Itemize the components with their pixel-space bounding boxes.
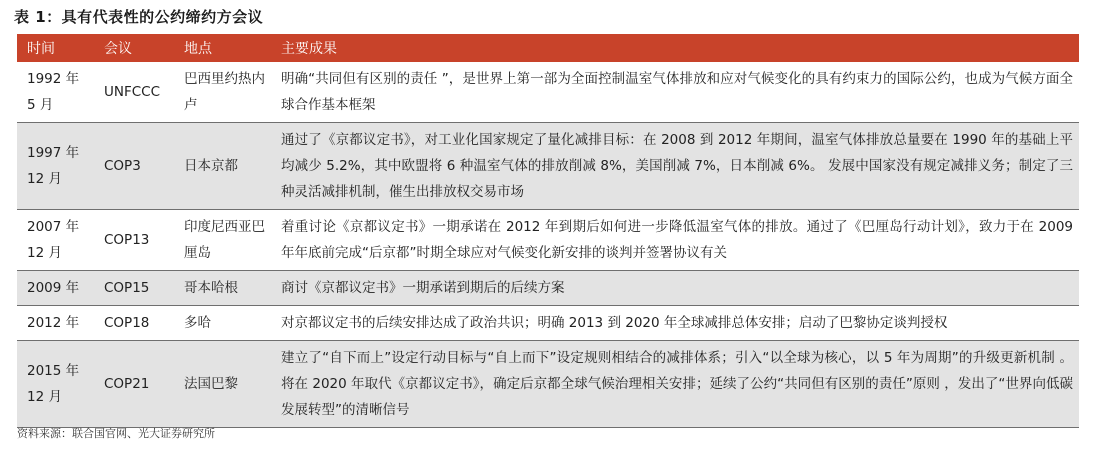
cell-meeting: COP3 [94,123,174,210]
table-row [17,62,1079,123]
cell-achievement: 通过了《京都议定书》，对工业化国家规定了量化减排目标：在 2008 到 2012 年期间，温室气体排放总量要在 1990 年的基础上平均减少 5.2%，其中欧盟将 6 种温室气体的排放削减 8%，美国削减 7%，日本削减 6%。 发展中国家没有规定减排义务；制定了三种灵活减排机制，催生出排放权交易市场 [271,123,1079,210]
table-header-row [17,34,1079,62]
cell-place: 印度尼西亚巴厘岛 [174,210,271,271]
header-achievement: 主要成果 [271,34,1079,62]
conference-table [17,34,1079,428]
cell-place: 巴西里约热内卢 [174,62,271,123]
cell-place: 日本京都 [174,123,271,210]
cell-time: 2015 年 12 月 [17,341,94,428]
header-place: 地点 [174,34,271,62]
cell-place: 多哈 [174,306,271,341]
table-title: 表 1：具有代表性的公约缔约方会议 [14,8,264,26]
cell-achievement: 对京都议定书的后续安排达成了政治共识；明确 2013 到 2020 年全球减排总体安排；启动了巴黎协定谈判授权 [271,306,1079,341]
table-row [17,123,1079,210]
table-row [17,271,1079,306]
cell-time: 2009 年 [17,271,94,306]
cell-achievement: 建立了“自下而上”设定行动目标与“自上而下”设定规则相结合的减排体系；引入“以全球为核心，以 5 年为周期”的升级更新机制 。将在 2020 年取代《京都议定书》，确定后京都全球气候治理相关安排；延续了公约“共同但有区别的责任”原则 ，发出了“世界向低碳发展转型”的清晰信号 [271,341,1079,428]
cell-time: 2007 年 12 月 [17,210,94,271]
cell-time: 1997 年 12 月 [17,123,94,210]
cell-meeting: COP13 [94,210,174,271]
table-row [17,210,1079,271]
table-row [17,341,1079,428]
cell-place: 法国巴黎 [174,341,271,428]
cell-meeting: COP18 [94,306,174,341]
cell-meeting: COP21 [94,341,174,428]
cell-meeting: COP15 [94,271,174,306]
table-row [17,306,1079,341]
cell-time: 2012 年 [17,306,94,341]
cell-achievement: 明确“共同但有区别的责任 ”，是世界上第一部为全面控制温室气体排放和应对气候变化的具有约束力的国际公约，也成为气候方面全球合作基本框架 [271,62,1079,123]
header-meeting: 会议 [94,34,174,62]
cell-achievement: 商讨《京都议定书》一期承诺到期后的后续方案 [271,271,1079,306]
source-note: 资料来源：联合国官网、光大证券研究所 [17,427,215,440]
cell-time: 1992 年 5 月 [17,62,94,123]
cell-achievement: 着重讨论《京都议定书》一期承诺在 2012 年到期后如何进一步降低温室气体的排放。通过了《巴厘岛行动计划》，致力于在 2009 年年底前完成“后京都”时期全球应对气候变化新安排的谈判并签署协议有关 [271,210,1079,271]
cell-meeting: UNFCCC [94,62,174,123]
cell-place: 哥本哈根 [174,271,271,306]
header-time: 时间 [17,34,94,62]
